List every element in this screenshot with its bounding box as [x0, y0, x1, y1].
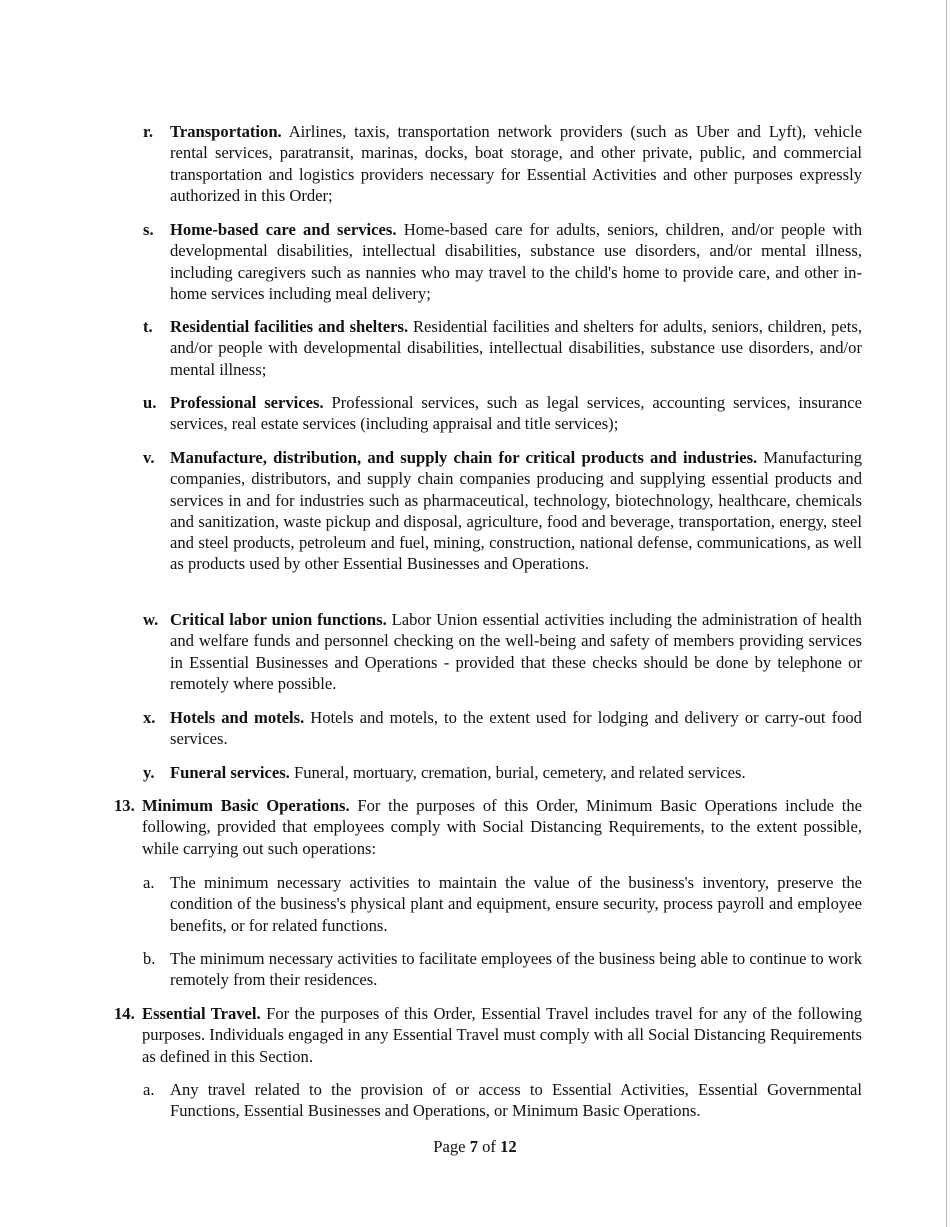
section-13-body: For the purposes of this Order, Minimum Basic Operations include the following, provided that employees comply with Social Distancing Requirements, to the extent possible, while carrying out such operations: — [142, 796, 862, 858]
item-label-x: x. — [143, 708, 156, 727]
item-x-title: Hotels and motels. — [170, 708, 305, 727]
item-x-text — [170, 707, 862, 750]
item-label-13b: b. — [143, 949, 156, 968]
item-r-body: Airlines, taxis, transportation network providers (such as Uber and Lyft), vehicle rental services, paratransit, marinas, docks, boat storage, and other private, public, and commercial transportation and logistics providers necessary for Essential Activities and other purposes expressly authorized in this Order; — [170, 122, 862, 205]
page-edge-divider — [946, 0, 947, 1227]
item-u-text — [170, 392, 862, 435]
item-label-v: v. — [143, 448, 155, 467]
item-w-title: Critical labor union functions. — [170, 610, 387, 629]
item-v-title: Manufacture, distribution, and supply chain for critical products and industries. — [170, 448, 758, 467]
item-y-title: Funeral services. — [170, 763, 290, 782]
item-y-text — [170, 762, 862, 783]
item-y-body: Funeral, mortuary, cremation, burial, cemetery, and related services. — [289, 763, 746, 782]
item-label-u: u. — [143, 393, 157, 412]
section-14-title: Essential Travel. — [142, 1004, 261, 1023]
page-current: 7 — [469, 1137, 478, 1156]
item-13b-text: The minimum necessary activities to facilitate employees of the business being able to continue to work remotely from their residences. — [170, 949, 862, 990]
item-x-body: Hotels and motels, to the extent used for lodging and delivery or carry-out food services. — [170, 708, 862, 749]
item-label-13a: a. — [143, 873, 155, 892]
item-u-title: Professional services. — [170, 393, 324, 412]
section-13-title: Minimum Basic Operations. — [142, 796, 350, 815]
item-label-s: s. — [143, 220, 154, 239]
item-s-title: Home-based care and services. — [170, 220, 397, 239]
item-w-body: Labor Union essential activities including the administration of health and welfare funds and personnel checking on the well-being and safety of members providing services in Essential Businesses and Operations - provided that these checks should be done by telephone or remotely where possible. — [170, 610, 862, 693]
item-label-14a: a. — [143, 1080, 155, 1099]
of-word: of — [477, 1137, 501, 1156]
item-t-body: Residential facilities and shelters for adults, seniors, children, pets, and/or people with developmental disabilities, intellectual disabilities, substance use disorders, and/or mental illness; — [170, 317, 862, 379]
item-r-title: Transportation. — [170, 122, 282, 141]
section-14-text — [142, 1003, 862, 1067]
item-label-t: t. — [143, 317, 153, 336]
item-label-y: y. — [143, 763, 155, 782]
item-t-title: Residential facilities and shelters. — [170, 317, 409, 336]
section-label-14: 14. — [114, 1004, 135, 1023]
item-v-text — [170, 447, 862, 575]
section-13-text — [142, 795, 862, 859]
item-label-w: w. — [143, 610, 159, 629]
item-w-text — [170, 609, 862, 694]
item-v-body: Manufacturing companies, distributors, and supply chain companies producing and supplying essential products and services in and for industries such as pharmaceutical, technology, biotechnology, healthcare, chemicals and sanitization, waste pickup and disposal, agriculture, food and beverage, transportation, energy, steel and steel products, petroleum and fuel, mining, construction, national defense, communications, as well as products used by other Essential Businesses and Operations. — [170, 448, 862, 574]
item-t-text — [170, 316, 862, 380]
page-word: Page — [433, 1137, 470, 1156]
section-label-13: 13. — [114, 796, 135, 815]
item-13a-text: The minimum necessary activities to maintain the value of the business's inventory, preserve the condition of the business's physical plant and equipment, ensure security, process payroll and employee benefits, or for related functions. — [170, 873, 862, 935]
page-total: 12 — [500, 1137, 517, 1156]
item-14a-text: Any travel related to the provision of or access to Essential Activities, Essential Governmental Functions, Essential Businesses and Operations, or Minimum Basic Operations. — [170, 1080, 862, 1121]
page-footer — [0, 1136, 950, 1157]
item-s-text — [170, 219, 862, 304]
item-s-body: Home-based care for adults, seniors, children, and/or people with developmental disabilities, intellectual disabilities, substance use disorders, and/or mental illness, including caregivers such as nannies who may travel to the child's home to provide care, and other in-home services including meal delivery; — [170, 220, 863, 303]
section-14-body: For the purposes of this Order, Essential Travel includes travel for any of the following purposes. Individuals engaged in any Essential Travel must comply with all Social Distancing Requirements as defined in this Section. — [142, 1004, 862, 1066]
item-u-body: Professional services, such as legal services, accounting services, insurance services, real estate services (including appraisal and title services); — [170, 393, 862, 434]
item-r-text — [170, 121, 862, 206]
item-label-r: r. — [143, 122, 153, 141]
